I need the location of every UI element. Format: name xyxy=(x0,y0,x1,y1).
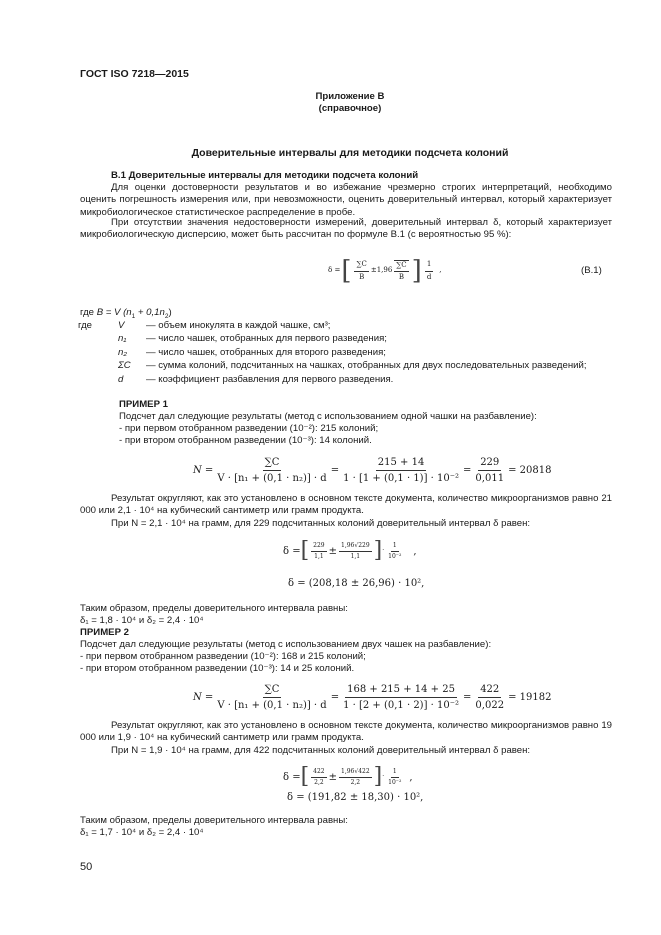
example2-rounding: Результат округляют, как это установлено в основном тексте документа, количество микроорганизмов равно 19 000 или 1,9 · 10⁴ на кубический сантиметр или грамм продукта. xyxy=(80,720,612,744)
legend-row: n₂ — число чашек, отобранных для второго разведения; xyxy=(118,346,386,358)
example2-title: ПРИМЕР 2 xyxy=(80,627,129,638)
example2-n-formula: N = $\frac{\sum C}{\text{V · [n₁ + (0,1 · n₂)] · d}}$ = $\frac{168 + 215 + 14 + 25}{\text{1 · [2 + (0,1 · 2)] · 10⁻²}}$ = $\frac{422}{0,022}$ = 19182 xyxy=(193,684,552,711)
legend-row: ΣC — сумма колоний, подсчитанных на чашках, отобранных для двух последовательных разведений; xyxy=(118,360,587,372)
section-title: Доверительные интервалы для методики подсчета колоний xyxy=(191,147,509,159)
legend-row: n₁ — число чашек, отобранных для первого разведения; xyxy=(118,333,387,345)
annex-title: Приложение В xyxy=(315,91,385,102)
example2-limits: δ₁ = 1,7 · 10⁴ и δ₂ = 2,4 · 10⁴ xyxy=(80,827,204,838)
formula-b1: δ = [ $\frac{\sum C}{B}$ ± 1,96 $\frac{\sum C}{B}$ ] $\frac{1}{d}$ , xyxy=(328,256,442,286)
example2-delta-formula: δ = [ $\frac{422}{2,2}$ ± $\frac{1,96√422}{2,2}$ ] · $\frac{1}{\text{10⁻²}}$ , xyxy=(283,764,413,789)
subsection-title: В.1 Доверительные интервалы для методики подсчета колоний xyxy=(111,170,419,181)
annex-subtitle: (справочное) xyxy=(318,103,382,114)
example1-item2: - при втором отобранном разведении (10⁻³): 14 колоний. xyxy=(119,435,372,446)
example1-title: ПРИМЕР 1 xyxy=(119,399,168,410)
example1-item1: - при первом отобранном разведении (10⁻²): 215 колоний; xyxy=(119,423,379,434)
example1-interval-intro: При N = 2,1 · 10⁴ на грамм, для 229 подсчитанных колоний доверительный интервал δ равен: xyxy=(111,518,531,529)
example2-item2: - при втором отобранном разведении (10⁻³): 14 и 25 колоний. xyxy=(80,663,355,674)
example2-intro: Подсчет дал следующие результаты (метод с использованием двух чашек на разбавление): xyxy=(80,639,492,650)
example1-rounding: Результат округляют, как это установлено в основном тексте документа, количество микроорганизмов равно 21 000 или 2,1 · 10⁴ на кубический сантиметр или грамм продукта. xyxy=(80,493,612,517)
page-number: 50 xyxy=(80,861,93,873)
paragraph-uncertainty: Для оценки достоверности результатов и во избежание чрезмерно строгих интерпретаций, необходимо оценить погрешность измерения или, при невозможности, оценить доверительный интервал, который характеризует микробиологическое статистическое распределение в пробе. xyxy=(80,182,612,218)
example2-interval-intro: При N = 1,9 · 10⁴ на грамм, для 422 подсчитанных колоний доверительный интервал δ равен: xyxy=(111,745,531,756)
standard-header: ГОСТ ISO 7218—2015 xyxy=(80,68,189,80)
example1-delta-result: δ = (208,18 ± 26,96) · 10², xyxy=(288,578,425,589)
where-b-definition: где B = V $(n_1 + 0,1n_2)$ xyxy=(80,307,172,320)
example2-conclusion: Таким образом, пределы доверительного интервала равны: xyxy=(80,815,348,826)
paragraph-confidence-interval: При отсутствии значения недостоверности измерений, доверительный интервал δ, который характеризует микробиологическую дисперсию, может быть рассчитан по формуле В.1 (с вероятностью 95 %): xyxy=(80,217,612,241)
example1-delta-formula: δ = [ $\frac{229}{1,1}$ ± $\frac{1,96√229}{1,1}$ ] · $\frac{1}{\text{10⁻²}}$ , xyxy=(283,538,417,563)
legend-row: где V — объем инокулята в каждой чашке, см³; xyxy=(78,320,331,331)
example1-limits: δ₁ = 1,8 · 10⁴ и δ₂ = 2,4 · 10⁴ xyxy=(80,615,204,626)
example2-delta-result: δ = (191,82 ± 18,30) · 10², xyxy=(287,792,424,803)
example1-n-formula: N = $\frac{\sum C}{\text{V · [n₁ + (0,1 · n₂)] · d}}$ = $\frac{215 + 14}{\text{1 · [1 + (0,1 · 1)] · 10⁻²}}$ = $\frac{229}{0,011}$ = 20818 xyxy=(193,457,552,484)
example1-conclusion: Таким образом, пределы доверительного интервала равны: xyxy=(80,603,348,614)
legend-row: d — коэффициент разбавления для первого разведения. xyxy=(118,373,394,385)
symbol-legend xyxy=(78,320,591,387)
formula-b1-number: (B.1) xyxy=(581,265,602,276)
example2-item1: - при первом отобранном разведении (10⁻²): 168 и 215 колоний; xyxy=(80,651,366,662)
example1-intro: Подсчет дал следующие результаты (метод с использованием одной чашки на разбавление): xyxy=(119,411,537,422)
